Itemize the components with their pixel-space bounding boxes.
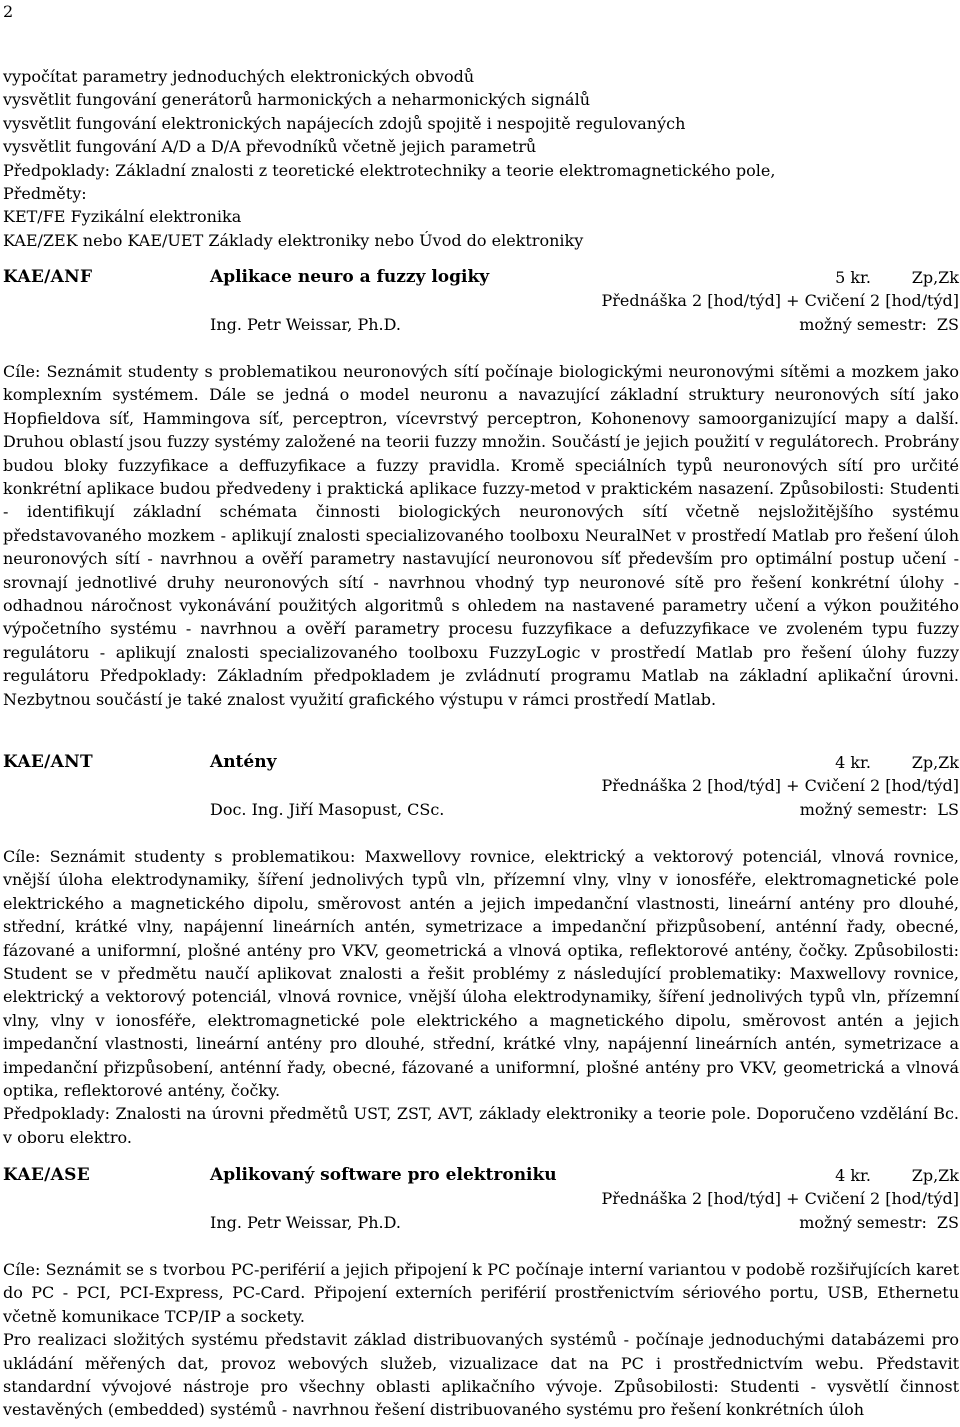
course-title: Aplikovaný software pro elektroniku	[210, 1165, 557, 1185]
course-description: Cíle: Seznámit studenty s problematikou: Maxwellovy rovnice, elektrický a vektorový potenciál, vlnová rovnice, vnější úloha elektrodynamiky, šíření jednolivých typů vln, přízemní vlny, vlny v ionosféře, elektromagnetické pole elektrického a magnetického dipolu, směrovost antén a jejich impedanční vlastnosti, lineární antény pro dlouhé, střední, krátké vlny, napájenní lineárních antén, symetrizace a impedanční přizpůsobení, anténní řady, obecné, fázované a uniformní, plošné antény pro VKV, geometrická a vlnová optika, reflektorové antény, čočky. Způsobilosti: Student se v předmětu naučí aplikovat znalosti a řešit problémy z následující problematiky: Maxwellovy rovnice, elektrický a vektorový potenciál, vlnová rovnice, vnější úloha elektrodynamiky, šíření jednolivých typů vln, přízemní vlny, vlny v ionosféře, elektromagnetické pole elektrického a magnetického dipolu, směrovost antén a jejich impedanční vlastnosti, lineární antény pro dlouhé, střední, krátké vlny, napájenní lineárních antén, symetrizace a impedanční přizpůsobení, anténní řady, obecné, fázované a uniformní, plošné antény pro VKV, geometrická a vlnová optika, reflektorové antény, čočky.	[3, 847, 959, 1101]
course-code: KAE/ASE	[3, 1165, 90, 1185]
course-description: Cíle: Seznámit se s tvorbou PC-periférií a jejich připojení k PC počínaje interní variantou v podobě rozšiřujících karet do PC - PCI, PCI-Express, PC-Card. Připojení externích periférií prostřenictvím sériového portu, USB, Ethernetu včetně komunikace TCP/IP a sockety.	[3, 1260, 959, 1326]
course-header-ase	[3, 1164, 959, 1234]
semester-value: ZS	[936, 314, 959, 334]
course-description-anf	[3, 360, 959, 711]
semester-label: možný semestr:	[799, 314, 927, 334]
course-semester	[799, 313, 959, 336]
intro-line: Předpoklady: Základní znalosti z teoretické elektrotechniky a teorie elektromagnetického pole,	[3, 160, 776, 180]
course-code: KAE/ANF	[3, 267, 93, 287]
intro-line: vysvětlit fungování generátorů harmonických a neharmonických signálů	[3, 90, 591, 110]
intro-line: vysvětlit fungování A/D a D/A převodníků včetně jejich parametrů	[3, 137, 537, 157]
semester-value: ZS	[936, 1212, 959, 1232]
course-lecturer: Ing. Petr Weissar, Ph.D.	[210, 1212, 401, 1232]
course-prerequisites: Předpoklady: Znalosti na úrovni předmětů UST, ZST, AVT, základy elektroniky a teorie pole. Doporučeno vzdělání Bc. v oboru elektro.	[3, 1104, 959, 1147]
course-hours: Přednáška 2 [hod/týd] + Cvičení 2 [hod/týd]	[601, 291, 959, 311]
intro-block	[3, 65, 959, 252]
intro-line: vysvětlit fungování elektronických napájecích zdojů spojitě i nespojitě regulovaných	[3, 113, 686, 133]
course-description-continued: Pro realizaci složitých systému představit základ distribuovaných systémů - počínaje jednoduchými databázemi pro ukládání měřených dat, provoz webových služeb, vizualizace dat na PC i prostřednictvím webu. Představit standardní vývojové nástroje pro všechny oblasti aplikačního vývoje. Způsobilosti: Studenti - vysvětlí činnost vestavěných (embedded) systémů - navrhnou řešení distribuovaného systému pro řešení konkrétních úloh	[3, 1330, 959, 1420]
course-credits: 5 kr.	[835, 268, 871, 287]
course-hours: Přednáška 2 [hod/týd] + Cvičení 2 [hod/týd]	[601, 776, 959, 796]
course-semester	[800, 798, 959, 821]
course-credits: 4 kr.	[835, 1166, 871, 1185]
course-code: KAE/ANT	[3, 752, 93, 772]
page-number: 2	[3, 2, 14, 21]
semester-label: možný semestr:	[799, 799, 928, 819]
course-hours: Přednáška 2 [hod/týd] + Cvičení 2 [hod/týd]	[601, 1189, 959, 1209]
course-description-ant	[3, 845, 959, 1149]
course-description-ase	[3, 1258, 959, 1422]
course-credits: 4 kr.	[835, 753, 871, 772]
course-lecturer: Doc. Ing. Jiří Masopust, CSc.	[210, 799, 445, 819]
course-header-anf	[3, 266, 959, 336]
course-description: Cíle: Seznámit studenty s problematikou neuronových sítí počínaje biologickými neuronovými sítěmi a mozkem jako komplexním systémem. Dále se jedná o model neuronu a navazující základní struktury neuronových sítí jako Hopfieldova síť, Hammingova síť, perceptron, vícevrstvý perceptron, Kohonenovy samoorganizující mapy a další. Druhou oblastí jsou fuzzy systémy založené na teorii fuzzy množin. Součástí je jejich použití v regulátorech. Probrány budou bloky fuzzyfikace a deffuzyfikace a fuzzy pravidla. Kromě speciálních typů neuronových sítí pro určité konkrétní aplikace budou předvedeny i praktická aplikace fuzzy-metod v praktickém nasazení. Způsobilosti: Studenti - identifikují základní schémata činnosti biologických neuronových sítí včetně nejsložitějšího systému představovaného mozkem - aplikují znalosti specializovaného toolboxu NeuralNet v prostředí Matlab pro řešení úloh neuronových sítí - navrhnou a ověří parametry nastavující neuronovou síť především pro optimální postup učení - srovnají jednotlivé druhy neuronových sítí - navrhnou vhodný typ neuronové sítě pro řešení konkrétní úlohy - odhadnou náročnost vykonávání použitých algoritmů s ohledem na nastavené parametry učení a výkon použitého výpočetního systému - navrhnou a ověří parametry procesu fuzzyfikace a defuzzyfikace ve zvoleném typu fuzzy regulátoru - aplikují znalosti specializovaného toolboxu FuzzyLogic v prostředí Matlab pro řešení úlohy fuzzy regulátoru Předpoklady: Základním předpokladem je zvládnutí programu Matlab na základní aplikační úrovni. Nezbytnou součástí je také znalost využití grafického výstupu v rámci prostředí Matlab.	[3, 362, 959, 709]
course-semester	[799, 1211, 959, 1234]
semester-label: možný semestr:	[799, 1212, 927, 1232]
course-header-ant	[3, 751, 959, 821]
course-title: Antény	[210, 752, 277, 772]
course-title: Aplikace neuro a fuzzy logiky	[210, 267, 490, 287]
intro-line: Předměty:	[3, 183, 87, 203]
intro-line: vypočítat parametry jednoduchých elektronických obvodů	[3, 67, 475, 86]
course-completion: Zp,Zk	[911, 1166, 959, 1185]
intro-line: KAE/ZEK nebo KAE/UET Základy elektroniky nebo Úvod do elektroniky	[3, 230, 584, 250]
intro-line: KET/FE Fyzikální elektronika	[3, 207, 242, 227]
course-completion: Zp,Zk	[911, 268, 959, 287]
course-completion: Zp,Zk	[911, 753, 959, 772]
semester-value: LS	[937, 799, 959, 819]
course-lecturer: Ing. Petr Weissar, Ph.D.	[210, 314, 401, 334]
